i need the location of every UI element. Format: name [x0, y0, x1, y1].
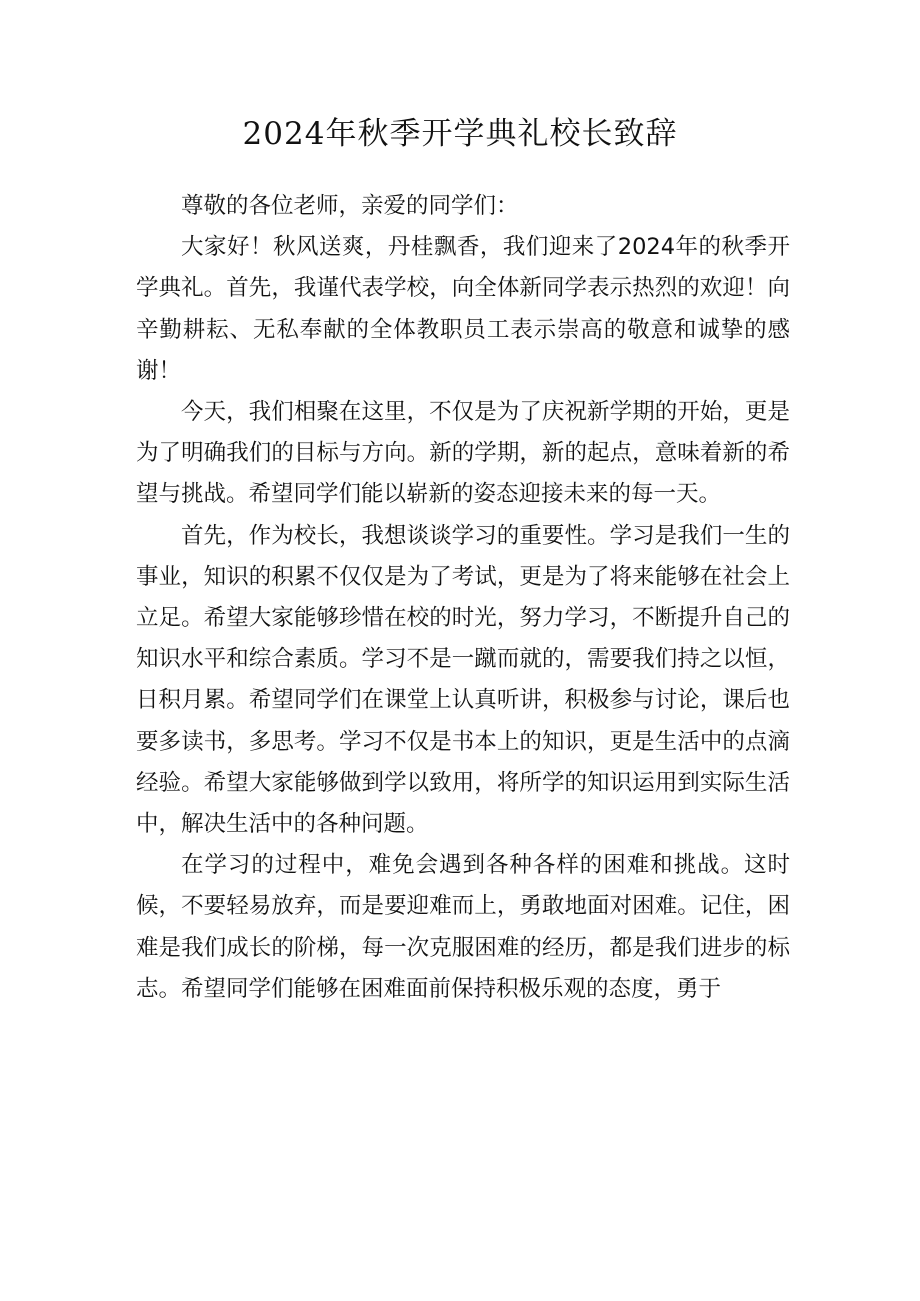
paragraph-learning: 首先，作为校长，我想谈谈学习的重要性。学习是我们一生的事业，知识的积累不仅仅是为了考试，更是为了将来能够在社会上立足。希望大家能够珍惜在校的时光，努力学习，不断提升自己的知识水平和综合素质。学习不是一蹴而就的，需要我们持之以恒，日积月累。希望同学们在课堂上认真听讲，积极参与讨论，课后也要多读书，多思考。学习不仅是书本上的知识，更是生活中的点滴经验。希望大家能够做到学以致用，将所学的知识运用到实际生活中，解决生活中的各种问题。 [136, 522, 790, 838]
document-title: 2024年秋季开学典礼校长致辞 [242, 116, 678, 152]
paragraph-gathering: 今天，我们相聚在这里，不仅是为了庆祝新学期的开始，更是为了明确我们的目标与方向。新的学期，新的起点，意味着新的希望与挑战。希望同学们能以崭新的姿态迎接未来的每一天。 [136, 399, 790, 508]
document-body [136, 186, 790, 1010]
salutation: 尊敬的各位老师，亲爱的同学们： [181, 193, 519, 219]
paragraph-greeting: 大家好！秋风送爽，丹桂飘香，我们迎来了2024年的秋季开学典礼。首先，我谨代表学校，向全体新同学表示热烈的欢迎！向辛勤耕耘、无私奉献的全体教职员工表示崇高的敬意和诚挚的感谢！ [136, 234, 790, 384]
paragraph-challenges: 在学习的过程中，难免会遇到各种各样的困难和挑战。这时候，不要轻易放弃，而是要迎难而上，勇敢地面对困难。记住，困难是我们成长的阶梯，每一次克服困难的经历，都是我们进步的标志。希望同学们能够在困难面前保持积极乐观的态度，勇于 [136, 852, 790, 1002]
